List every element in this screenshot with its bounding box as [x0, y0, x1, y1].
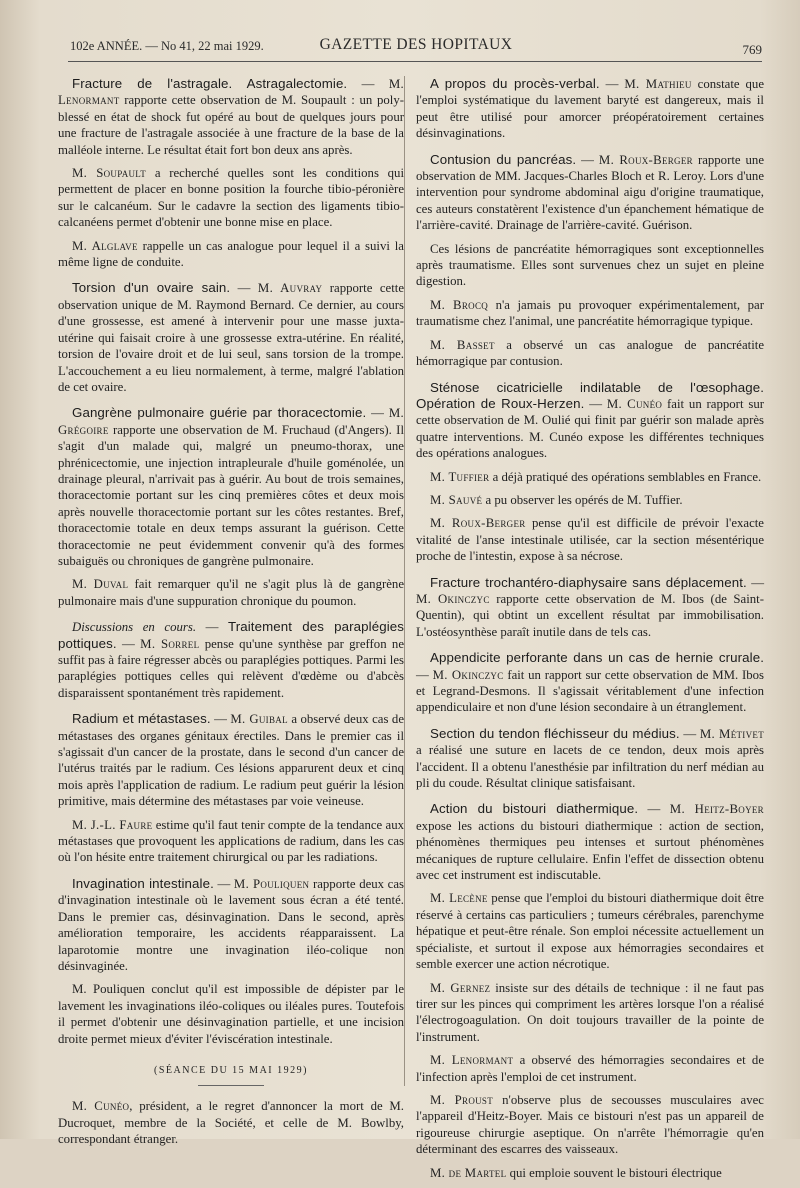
journal-title: GAZETTE DES HOPITAUX — [319, 36, 513, 53]
author-name: M. Basset — [430, 337, 495, 352]
paragraph — [416, 1092, 764, 1158]
paragraph-text: fait un rapport sur cette observation de MM. Ibos et Legrand-Desmons. Il s'agissait véritablement d'une infection appendiculaire et non d'une lésion secondaire à un étranglement. — [416, 667, 765, 715]
paragraph-text: a recherché quelles sont les conditions qui permettent de placer en bonne position la fourche tibio-péronière sur le calcanéum. Sur le cadavre la section des ligaments tibio-calcanéens permet d'obtenir une bonne mise en place. — [58, 166, 405, 230]
author-name: M. Cunéo — [606, 396, 663, 411]
paragraph: Contusion du pancréas. — M. Roux-Berger rapporte une observation de MM. Jacques-Charles Bloch et R. Leroy. Lors d'une intervention pour syndrome abdominal aigu d'origine traumatique, ces auteurs constatèrent l'existence d'un épanchement hématique de l'arrière-cavité. Drainage de l'arrière-cavité. Guérison. — [416, 151, 765, 233]
author-name: M. J.-L. Faure — [72, 817, 153, 832]
paragraph-text: constate que l'emploi systématique du lavement baryté est dangereux, mais il peut être utilisé pour amorcer préopératoirement certaines désinvaginations. — [416, 77, 765, 141]
paragraph — [416, 890, 764, 972]
paragraph — [416, 469, 764, 485]
section-title: Appendicite perforante dans un cas de hernie crurale. — [430, 650, 764, 666]
paragraph — [58, 1098, 404, 1147]
section-title: Traitement des paraplégies pottiques. — [58, 619, 404, 651]
paragraph-text: estime qu'il faut tenir compte de la tendance aux métastases que provoquent les applications de radium, dans les cas où l'on hésite entre traitement chirurgical ou par les radiations. — [58, 817, 405, 865]
author-name: M. Auvray — [257, 281, 323, 296]
paragraph-text: a observé un cas analogue de pancréatite hémorragique par contusion. — [416, 337, 764, 369]
paragraph-text: pense qu'il est difficile de prévoir l'exacte vitalité de l'anse intestinale utilisée, car la section mésentérique proche de l'intestin, expose à sa nécrose. — [416, 516, 764, 564]
paragraph-text: rapporte une observation de M. Fruchaud (d'Angers). Il s'agit d'un malade qui, malgré un pneumo-thorax, une phrénicectomie, une injection intrapleurale d'huile goménolée, un drainage pleural, n'arrivait pas à guérir. Au bout de trois semaines, thoracectomie portant sur les cinq premières côtes et deux mois après nouvelle thoracectomie portant sur les côtes restantes. Bref, thoracectomie totale en deux temps assurant la guérison. Cette thoracectomie ne peut évidemment convenir qu'à des formes subaiguës ou chroniques de gangrène pulmonaire. — [58, 422, 404, 568]
paragraph — [58, 576, 404, 609]
column-separator — [404, 76, 405, 1086]
paragraph — [416, 241, 764, 290]
paragraph-text: M. Pouliquen conclut qu'il est impossible de dépister par le lavement les invaginations iléo-coliques ou iléales pures. Toutefois il permet d'obtenir une désinvagination partielle, et une incision droite permet mieux d'éviter l'éviscération intestinale. — [58, 982, 404, 1046]
author-name: M. Cunéo — [72, 1099, 130, 1114]
author-name: M. Guibal — [230, 712, 288, 727]
paragraph: Fracture trochantéro-diaphysaire sans déplacement. — M. Okinczyc rapporte cette observation de M. Ibos (de Saint-Quentin), qui obtint un excellent résultat par immobilisation. L'ostéosynthèse paraît inutile dans de tels cas. — [416, 574, 764, 639]
paragraph-text: , président, a le regret d'annoncer la mort de M. Ducroquet, membre de la Société, et celle de M. Bowlby, correspondant étranger. — [58, 1099, 404, 1147]
paragraph — [58, 238, 404, 271]
author-name: M. Lenormant — [430, 1053, 514, 1068]
paragraph-text: insiste sur des détails de technique : il ne faut pas tirer sur les pinces qui compriment les artères lorsque l'on a réalisé l'électrogoagulation. On doit toujours travailler de la pointe de l'instrument. — [416, 980, 764, 1044]
section-title: Sténose cicatricielle indilatable de l'œsophage. Opération de Roux-Herzen. — [416, 379, 764, 411]
paragraph-text: expose les actions du bistouri diathermique : action de section, phénomènes thermiques peu intenses et surtout phénomènes mécaniques de rupture cellulaire. Enfin l'effet de dissection obtenu avec cet instrument est indiscutable. — [416, 818, 764, 883]
paragraph-text: rapporte cette observation unique de M. Raymond Bernard. Ce dernier, au cours d'une grossesse, est amené à intervenir pour une masse juxta-utérine qui faisait croire à une grossesse extra-utérine. En réalité, torsion de l'ovaire droit et de lui seul, sans torsion de la trompe. L'accouchement a eu lieu normalement, à terme, malgré l'ablation de cet ovaire. — [58, 281, 405, 394]
section-title: Invagination intestinale. — [72, 875, 214, 891]
paragraph-text: fait remarquer qu'il ne s'agit plus là de gangrène pulmonaire mais d'une suppuration chronique du poumon. — [58, 577, 404, 608]
author-name: M. Sauvé — [430, 492, 483, 507]
paragraph-text: a pu observer les opérés de M. Tuffier. — [485, 492, 683, 507]
author-name: M. Proust — [430, 1092, 494, 1107]
paragraph-text: a observé des hémorragies secondaires et de l'infection après l'emploi de cet instrument. — [416, 1053, 765, 1084]
section-title: Radium et métastases. — [72, 711, 211, 727]
paragraph — [58, 817, 404, 866]
paragraph — [58, 165, 404, 231]
paragraph: Sténose cicatricielle indilatable de l'œsophage. Opération de Roux-Herzen. — M. Cunéo fait un rapport sur cette observation de M. Oulié qui finit par guérir son malade après quatre interventions. M. Cunéo expose les différentes techniques des opérations analogues. — [416, 379, 764, 461]
paragraph — [58, 981, 404, 1047]
right-column — [416, 76, 764, 1188]
paragraph: Invagination intestinale. — M. Pouliquen rapporte deux cas d'invagination intestinale où le lavement sous écran a été tenté. Dans le premier cas, désinvagination. Dans le second, après amélioration temporaire, les accidents réapparaissent. La laparotomie montre une invagination iléo-colique non désinvaginée. — [58, 875, 405, 973]
author-name: M. Duval — [72, 577, 129, 592]
section-divider — [198, 1085, 264, 1086]
author-name: M. Roux-Berger — [598, 152, 693, 167]
issue-info: 102e ANNÉE. — No 41, 22 mai 1929. — [70, 39, 264, 53]
section-title: Contusion du pancréas. — [430, 151, 577, 167]
paragraph-text: rapporte cette observation de M. Ibos (de Saint-Quentin), qui obtint un excellent résultat par immobilisation. L'ostéosynthèse paraît inutile dans de tels cas. — [416, 591, 764, 639]
paragraph: Section du tendon fléchisseur du médius. — M. Métivet a réalisé une suture en lacets de ce tendon, deux mois après l'accident. Il a obtenu l'anesthésie par infiltration du nerf médian au pli du coude. Résultat clinique satisfaisant. — [416, 725, 764, 791]
paragraph-text: a réalisé une suture en lacets de ce tendon, deux mois après l'accident. Il a obtenu l'anesthésie par infiltration du nerf médian au pli du coude. Résultat clinique satisfaisant. — [416, 743, 764, 791]
page-header — [70, 36, 762, 58]
author-name: M. Okinczyc — [416, 591, 490, 606]
paragraph-text: Ces lésions de pancréatite hémorragiques sont exceptionnelles après traumatisme. Elles sont survenues chez un sujet en pleine digestion. — [416, 241, 764, 289]
paragraph: Gangrène pulmonaire guérie par thoracectomie. — M. Grégoire rapporte une observation de M. Fruchaud (d'Angers). Il s'agit d'un malade qui, malgré un pneumo-thorax, une phrénicectomie, une injection intrapleurale d'huile goménolée, un drainage pleural, n'arrivait pas à guérir. Au bout de trois semaines, thoracectomie portant sur les cinq premières côtes et deux mois après nouvelle thoracectomie portant sur les côtes restantes. Bref, thoracectomie totale en deux temps assurant la guérison. Cette thoracectomie ne peut évidemment convenir qu'à des formes subaiguës ou chroniques de gangrène pulmonaire. — [58, 405, 405, 568]
author-name: M. Mathieu — [624, 77, 692, 91]
paragraph — [416, 980, 764, 1046]
paragraph: Torsion d'un ovaire sain. — M. Auvray rapporte cette observation unique de M. Raymond Bernard. Ce dernier, au cours d'une grossesse, est amené à intervenir pour une masse juxta-utérine qui faisait croire à une grossesse extra-utérine. En réalité, torsion de l'ovaire droit et de lui seul, sans torsion de la trompe. L'accouchement a eu lieu normalement, à terme, malgré l'ablation de cet ovaire. — [58, 280, 405, 394]
section-title: Section du tendon fléchisseur du médius. — [430, 725, 680, 741]
paragraph — [416, 1165, 764, 1181]
section-title: A propos du procès-verbal. — [430, 76, 600, 91]
author-name: M. Alglave — [72, 238, 138, 253]
author-name: M. Métivet — [699, 726, 764, 741]
paragraph — [416, 492, 764, 508]
left-column — [58, 76, 404, 1155]
section-title: Fracture de l'astragale. Astragalectomie. — [72, 76, 348, 91]
paragraph — [416, 1052, 764, 1085]
author-name: M. de Martel — [430, 1165, 507, 1180]
author-name: M. Tuffier — [430, 469, 490, 484]
author-name: M. Soupault — [72, 166, 147, 181]
author-name: M. Grégoire — [58, 406, 405, 437]
author-name: M. Okinczyc — [432, 667, 504, 682]
paragraph: Appendicite perforante dans un cas de hernie crurale. — M. Okinczyc fait un rapport sur cette observation de MM. Ibos et Legrand-Desmons. Il s'agissait véritablement d'une infection appendiculaire et non d'une lésion secondaire à un étranglement. — [416, 650, 765, 715]
paragraph — [416, 515, 764, 564]
author-name: M. Lecène — [430, 891, 488, 906]
section-title: Gangrène pulmonaire guérie par thoracectomie. — [72, 405, 367, 421]
paragraph: Fracture de l'astragale. Astragalectomie. — M. Lenormant rapporte cette observation de M. Soupault : un poly-blessé en état de shock fut opéré au bout de quelques jours pour une fracture de l'astragale associée à une fracture de la base de la malléole interne. Le résultat était fort bon deux ans après. — [58, 76, 404, 157]
paragraph-text: rappelle un cas analogue pour lequel il a suivi la même ligne de conduite. — [58, 238, 404, 270]
author-name: M. Heitz-Boyer — [669, 802, 764, 817]
author-name: M. Sorrel — [140, 636, 200, 651]
seance-heading: (SÉANCE DU 15 MAI 1929) — [154, 1064, 308, 1076]
paragraph-text: rapporte deux cas d'invagination intestinale où le lavement sous écran a été tenté. Dans le premier cas, désinvagination. Dans le second, après amélioration temporaire, les accidents réapparaissent. La laparotomie montre une invagination iléo-colique non désinvaginée. — [58, 876, 405, 973]
paragraph-text: qui emploie souvent le bistouri électrique — [509, 1165, 722, 1180]
section-intro: Discussions en cours. — [72, 620, 197, 635]
paragraph: Discussions en cours. — Traitement des paraplégies pottiques. — M. Sorrel pense qu'une synthèse par greffon ne suffit pas à faire régresser abcès ou paraplégies pottiques. Parmi les paraplégies pottiques celles qui relèvent d'œdème ou d'abcès disparaissent spontanément très rapidement. — [58, 619, 404, 700]
paragraph — [416, 337, 764, 370]
paragraph-text: rapporte une observation de MM. Jacques-Charles Bloch et R. Leroy. Lors d'une intervention pour syndrome abdominal aigu d'origine traumatique, ces auteurs constatèrent l'existence d'un épanchement hématique de l'arrière-cavité. Drainage de l'arrière-cavité. Guérison. — [416, 152, 765, 233]
section-title: Fracture trochantéro-diaphysaire sans déplacement. — [430, 574, 747, 590]
paragraph-text: rapporte cette observation de M. Soupault : un poly-blessé en état de shock fut opéré au bout de quelques jours pour une fracture de l'astragale associée à une fracture de la base de la malléole interne. Le résultat était fort bon deux ans après. — [58, 93, 404, 157]
author-name: M. Brocq — [430, 297, 489, 312]
author-name: M. Gernez — [430, 980, 491, 995]
paragraph-text: pense qu'une synthèse par greffon ne suffit pas à faire régresser abcès ou paraplégies pottiques. Parmi les paraplégies pottiques celles qui relèvent d'œdème ou d'abcès disparaissent spontanément très rapidement. — [58, 636, 404, 700]
author-name: M. Pouliquen — [233, 876, 310, 891]
paragraph-text: fait un rapport sur cette observation de M. Oulié qui finit par guérir son malade après quatre interventions. M. Cunéo expose les différentes techniques des opérations analogues. — [416, 396, 764, 461]
paragraph-text: a observé deux cas de métastases des organes génitaux érectiles. Dans le premier cas il s'agissait d'un cancer de la prostate, dans le second d'un cancer de l'utérus traités par le radium. Ces lésions apparurent deux et cinq mois après l'application de radium. Le radium peut guérir la lésion primitive, mais détermine des métastases par voie veineuse. — [58, 712, 405, 809]
author-name: M. Lenormant — [58, 77, 404, 108]
paragraph: Action du bistouri diathermique. — M. Heitz-Boyer expose les actions du bistouri diathermique : action de section, phénomènes thermiques peu intenses et surtout phénomènes mécaniques de rupture cellulaire. Enfin l'effet de dissection obtenu avec cet instrument est indiscutable. — [416, 801, 764, 883]
paragraph: Radium et métastases. — M. Guibal a observé deux cas de métastases des organes génitaux érectiles. Dans le premier cas il s'agissait d'un cancer de la prostate, dans le second d'un cancer de l'utérus traités par le radium. Ces lésions apparurent deux et cinq mois après l'application de radium. Le radium peut guérir la lésion primitive, mais détermine des métastases par voie veineuse. — [58, 711, 405, 809]
section-title: Torsion d'un ovaire sain. — [72, 280, 231, 296]
author-name: M. Roux-Berger — [430, 516, 526, 531]
paragraph-text: n'a jamais pu provoquer expérimentalement, par traumatisme chez l'animal, une pancréatite hémorragique typique. — [416, 297, 764, 329]
paragraph — [416, 297, 764, 330]
paragraph-text: pense que l'emploi du bistouri diathermique doit être réservé à certains cas particuliers ; tumeurs cérébrales, parenchyme hépatique et peut-être rénale. Son emploi nécessite actuellement un spécialiste, et surtout il expose aux hémorragies secondaires et semble exercer une action nécrotique. — [416, 891, 764, 972]
paragraph-text: a déjà pratiqué des opérations semblables en France. — [492, 469, 762, 484]
paragraph: A propos du procès-verbal. — M. Mathieu constate que l'emploi systématique du lavement baryté est dangereux, mais il peut être utilisé pour amorcer préopératoirement certaines désinvaginations. — [416, 76, 765, 141]
section-title: Action du bistouri diathermique. — [430, 801, 639, 817]
page-number: 769 — [742, 42, 762, 57]
header-rule — [68, 61, 762, 62]
paragraph-text: n'observe plus de secousses musculaires avec l'appareil d'Heitz-Boyer. Mais ce bistouri n'est pas un appareil de rigoureuse chirurgie aseptique. On n'arrête l'hémorragie qu'en déterminant des escarres des vaisseaux. — [416, 1092, 764, 1157]
